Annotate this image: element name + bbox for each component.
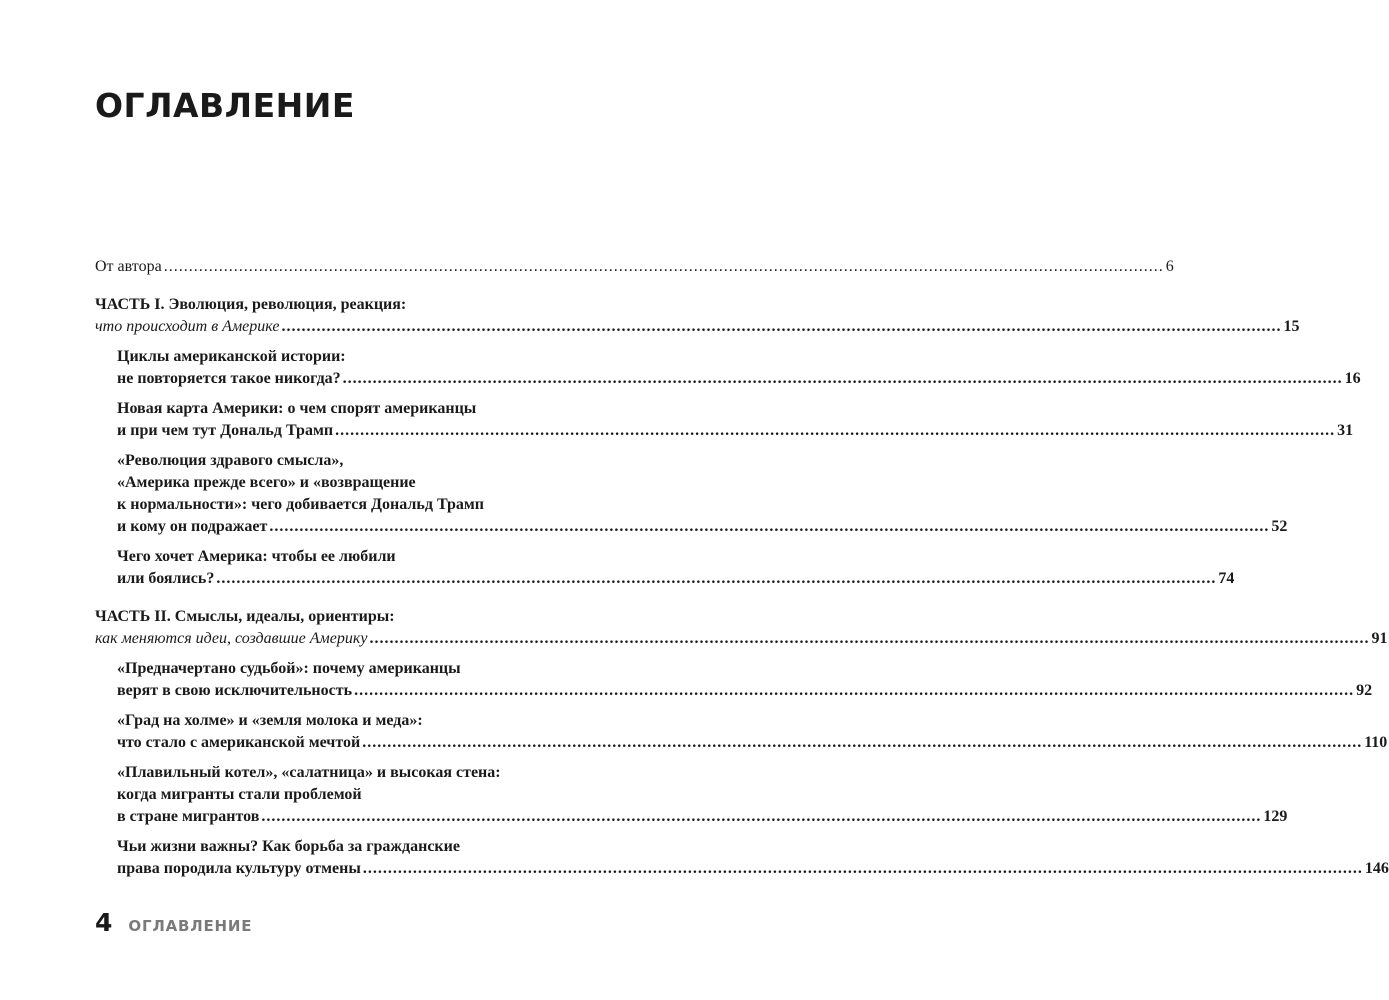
dot-leader: ........................................................................................................................................................................................................ bbox=[362, 860, 1363, 877]
part-subtitle-line[interactable] bbox=[95, 316, 1300, 338]
toc-entry-line: Циклы американской истории: bbox=[117, 348, 346, 365]
toc-entry-line: когда мигранты стали проблемой bbox=[117, 786, 362, 803]
toc-part-1 bbox=[95, 294, 1361, 590]
toc-entry[interactable] bbox=[117, 398, 1354, 442]
dot-leader: ........................................................................................................................................................................................................ bbox=[369, 630, 1370, 647]
part-title: ЧАСТЬ I. Эволюция, революция, реакция: bbox=[95, 296, 407, 313]
toc-entry-line: «Америка прежде всего» и «возвращение bbox=[117, 474, 416, 491]
table-of-contents bbox=[95, 256, 1389, 880]
toc-page-number: 92 bbox=[1356, 682, 1373, 699]
toc-entry-line: «Плавильный котел», «салатница» и высокая стена: bbox=[117, 764, 501, 781]
toc-page-number: 15 bbox=[1283, 318, 1300, 335]
part-title: ЧАСТЬ II. Смыслы, идеалы, ориентиры: bbox=[95, 608, 395, 625]
toc-page-number: 52 bbox=[1271, 518, 1288, 535]
part-subtitle: что происходит в Америке bbox=[95, 318, 280, 335]
toc-entry-intro[interactable] bbox=[95, 256, 1174, 278]
toc-entry-line: верят в свою исключительность bbox=[117, 682, 353, 699]
dot-leader: ........................................................................................................................................................................................................ bbox=[354, 682, 1355, 699]
toc-page-number: 6 bbox=[1165, 258, 1174, 275]
toc-entry-line: не повторяется такое никогда? bbox=[117, 370, 341, 387]
toc-entry-line: «Революция здравого смысла», bbox=[117, 452, 344, 469]
part-title-line[interactable] bbox=[95, 606, 571, 628]
part-entries bbox=[95, 346, 1361, 590]
dot-leader: ........................................................................................................................................................................................................ bbox=[362, 734, 1363, 751]
dot-leader: ........................................................................................................................................................................................................ bbox=[269, 518, 1270, 535]
toc-entry-line: Чего хочет Америка: чтобы ее любили bbox=[117, 548, 396, 565]
dot-leader: ........................................................................................................................................................................................................ bbox=[216, 570, 1217, 587]
toc-page-number: 31 bbox=[1337, 422, 1354, 439]
dot-leader: ........................................................................................................................................................................................................ bbox=[342, 370, 1343, 387]
toc-entry-line: и кому он подражает bbox=[117, 518, 268, 535]
dot-leader: ........................................................................................................................................................................................................ bbox=[281, 318, 1282, 335]
toc-page-number: 129 bbox=[1263, 808, 1288, 825]
toc-entry-line: Новая карта Америки: о чем спорят американцы bbox=[117, 400, 477, 417]
toc-entry-line: и при чем тут Дональд Трамп bbox=[117, 422, 334, 439]
toc-entry-line: Чьи жизни важны? Как борьба за гражданские bbox=[117, 838, 460, 855]
toc-entry[interactable] bbox=[117, 836, 1389, 880]
toc-page-number: 146 bbox=[1364, 860, 1389, 877]
dot-leader: ........................................................................................................................................................................................................ bbox=[335, 422, 1336, 439]
footer-page-number: 4 bbox=[95, 908, 113, 937]
toc-page-number: 74 bbox=[1218, 570, 1235, 587]
part-entries bbox=[95, 658, 1389, 880]
dot-leader: ........................................................................................................................................................................................................ bbox=[163, 258, 1164, 275]
toc-page-number: 110 bbox=[1364, 734, 1388, 751]
toc-entry-title: От автора bbox=[95, 258, 162, 275]
toc-entry[interactable] bbox=[117, 450, 1288, 538]
toc-entry-line: в стране мигрантов bbox=[117, 808, 260, 825]
page-footer bbox=[95, 908, 252, 937]
toc-page-number: 91 bbox=[1371, 630, 1388, 647]
toc-entry[interactable] bbox=[117, 762, 1288, 828]
toc-page-number: 16 bbox=[1344, 370, 1361, 387]
part-title-line[interactable] bbox=[95, 294, 571, 316]
toc-part-2 bbox=[95, 606, 1389, 880]
footer-section-title: ОГЛАВЛЕНИЕ bbox=[128, 917, 253, 935]
dot-leader: ........................................................................................................................................................................................................ bbox=[261, 808, 1262, 825]
toc-entry-line: права породила культуру отмены bbox=[117, 860, 361, 877]
page-title: ОГЛАВЛЕНИЕ bbox=[95, 86, 355, 125]
part-subtitle-line[interactable] bbox=[95, 628, 1388, 650]
toc-entry-line: что стало с американской мечтой bbox=[117, 734, 361, 751]
toc-entry[interactable] bbox=[117, 658, 1373, 702]
toc-entry-line: или боялись? bbox=[117, 570, 215, 587]
part-subtitle: как меняются идеи, создавшие Америку bbox=[95, 630, 368, 647]
toc-entry[interactable] bbox=[117, 710, 1388, 754]
toc-entry[interactable] bbox=[117, 546, 1235, 590]
toc-entry-line: «Град на холме» и «земля молока и меда»: bbox=[117, 712, 423, 729]
toc-entry-line: «Предначертано судьбой»: почему американцы bbox=[117, 660, 461, 677]
toc-entry-line: к нормальности»: чего добивается Дональд Трамп bbox=[117, 496, 485, 513]
toc-entry[interactable] bbox=[117, 346, 1361, 390]
